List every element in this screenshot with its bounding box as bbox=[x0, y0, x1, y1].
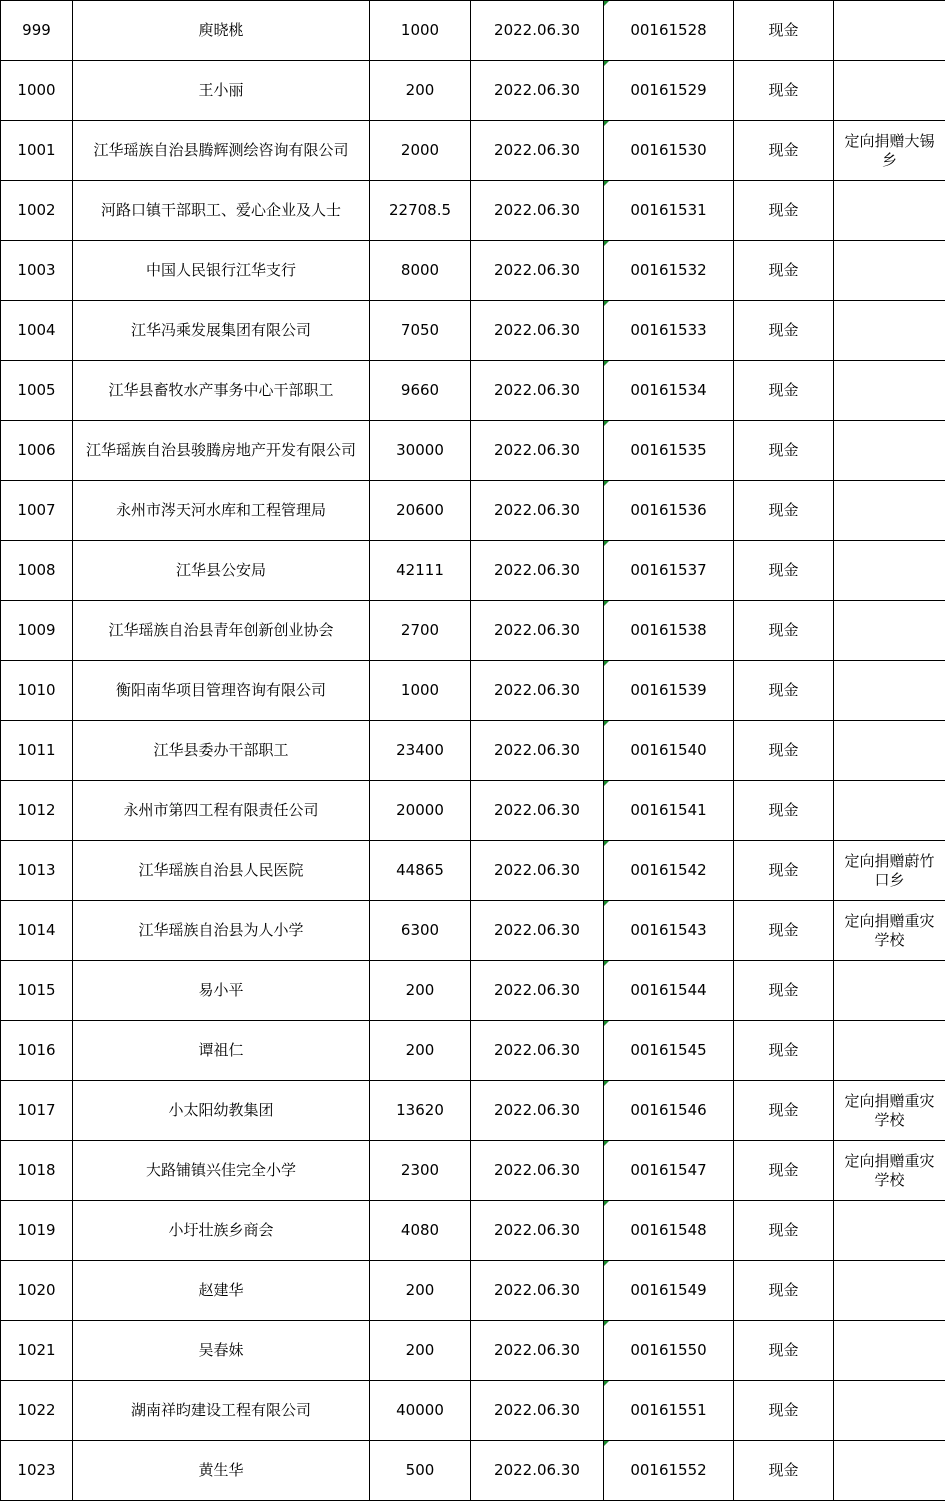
cell-note bbox=[834, 721, 945, 781]
receipt-number-text: 00161546 bbox=[630, 1101, 707, 1119]
cell-row-number: 1004 bbox=[1, 301, 73, 361]
cell-comment-flag-icon bbox=[604, 1381, 609, 1386]
cell-amount: 20000 bbox=[370, 781, 471, 841]
cell-note bbox=[834, 961, 945, 1021]
cell-comment-flag-icon bbox=[604, 241, 609, 246]
cell-amount: 200 bbox=[370, 961, 471, 1021]
cell-row-number: 1022 bbox=[1, 1381, 73, 1441]
cell-payment-method: 现金 bbox=[734, 1261, 834, 1321]
cell-comment-flag-icon bbox=[604, 481, 609, 486]
cell-note bbox=[834, 781, 945, 841]
cell-amount: 20600 bbox=[370, 481, 471, 541]
cell-receipt-number bbox=[604, 841, 734, 901]
cell-comment-flag-icon bbox=[604, 1021, 609, 1026]
cell-date: 2022.06.30 bbox=[471, 421, 604, 481]
cell-payment-method: 现金 bbox=[734, 481, 834, 541]
cell-comment-flag-icon bbox=[604, 301, 609, 306]
cell-donor-name: 王小丽 bbox=[73, 61, 370, 121]
cell-note: 定向捐赠重灾学校 bbox=[834, 1081, 945, 1141]
cell-receipt-number bbox=[604, 361, 734, 421]
cell-comment-flag-icon bbox=[604, 781, 609, 786]
cell-donor-name: 小圩壮族乡商会 bbox=[73, 1201, 370, 1261]
cell-row-number: 1013 bbox=[1, 841, 73, 901]
cell-amount: 40000 bbox=[370, 1381, 471, 1441]
cell-payment-method: 现金 bbox=[734, 601, 834, 661]
cell-date: 2022.06.30 bbox=[471, 961, 604, 1021]
cell-row-number: 1018 bbox=[1, 1141, 73, 1201]
cell-donor-name: 中国人民银行江华支行 bbox=[73, 241, 370, 301]
cell-row-number: 1000 bbox=[1, 61, 73, 121]
cell-note bbox=[834, 421, 945, 481]
cell-payment-method: 现金 bbox=[734, 1381, 834, 1441]
cell-comment-flag-icon bbox=[604, 541, 609, 546]
cell-row-number: 1010 bbox=[1, 661, 73, 721]
cell-comment-flag-icon bbox=[604, 1201, 609, 1206]
cell-payment-method: 现金 bbox=[734, 1441, 834, 1501]
cell-amount: 1000 bbox=[370, 661, 471, 721]
cell-date: 2022.06.30 bbox=[471, 661, 604, 721]
cell-donor-name: 江华县委办干部职工 bbox=[73, 721, 370, 781]
receipt-number-text: 00161539 bbox=[630, 681, 707, 699]
cell-comment-flag-icon bbox=[604, 181, 609, 186]
cell-row-number: 1007 bbox=[1, 481, 73, 541]
cell-payment-method: 现金 bbox=[734, 1, 834, 61]
receipt-number-text: 00161532 bbox=[630, 261, 707, 279]
cell-amount: 1000 bbox=[370, 1, 471, 61]
cell-comment-flag-icon bbox=[604, 1081, 609, 1086]
receipt-number-text: 00161542 bbox=[630, 861, 707, 879]
cell-payment-method: 现金 bbox=[734, 1081, 834, 1141]
cell-payment-method: 现金 bbox=[734, 421, 834, 481]
cell-date: 2022.06.30 bbox=[471, 1381, 604, 1441]
receipt-number-text: 00161544 bbox=[630, 981, 707, 999]
receipt-number-text: 00161537 bbox=[630, 561, 707, 579]
receipt-number-text: 00161540 bbox=[630, 741, 707, 759]
cell-note bbox=[834, 361, 945, 421]
cell-row-number: 1021 bbox=[1, 1321, 73, 1381]
table-row bbox=[1, 841, 945, 901]
cell-comment-flag-icon bbox=[604, 1321, 609, 1326]
cell-amount: 2300 bbox=[370, 1141, 471, 1201]
cell-note bbox=[834, 301, 945, 361]
cell-comment-flag-icon bbox=[604, 661, 609, 666]
cell-note bbox=[834, 1321, 945, 1381]
cell-amount: 8000 bbox=[370, 241, 471, 301]
cell-payment-method: 现金 bbox=[734, 661, 834, 721]
cell-date: 2022.06.30 bbox=[471, 1021, 604, 1081]
table-row bbox=[1, 301, 945, 361]
cell-donor-name: 江华瑶族自治县青年创新创业协会 bbox=[73, 601, 370, 661]
cell-amount: 13620 bbox=[370, 1081, 471, 1141]
table-row bbox=[1, 1381, 945, 1441]
cell-row-number: 1001 bbox=[1, 121, 73, 181]
cell-donor-name: 湖南祥昀建设工程有限公司 bbox=[73, 1381, 370, 1441]
cell-note bbox=[834, 541, 945, 601]
cell-note bbox=[834, 1381, 945, 1441]
table-row bbox=[1, 421, 945, 481]
cell-receipt-number bbox=[604, 961, 734, 1021]
cell-row-number: 1012 bbox=[1, 781, 73, 841]
receipt-number-text: 00161534 bbox=[630, 381, 707, 399]
cell-row-number: 1023 bbox=[1, 1441, 73, 1501]
cell-date: 2022.06.30 bbox=[471, 481, 604, 541]
cell-row-number: 1011 bbox=[1, 721, 73, 781]
table-row bbox=[1, 901, 945, 961]
cell-receipt-number bbox=[604, 181, 734, 241]
cell-amount: 44865 bbox=[370, 841, 471, 901]
cell-receipt-number bbox=[604, 721, 734, 781]
cell-date: 2022.06.30 bbox=[471, 1081, 604, 1141]
cell-receipt-number bbox=[604, 421, 734, 481]
cell-donor-name: 谭祖仁 bbox=[73, 1021, 370, 1081]
cell-receipt-number bbox=[604, 601, 734, 661]
table-row bbox=[1, 121, 945, 181]
receipt-number-text: 00161545 bbox=[630, 1041, 707, 1059]
cell-comment-flag-icon bbox=[604, 61, 609, 66]
cell-note: 定向捐赠大锡乡 bbox=[834, 121, 945, 181]
cell-payment-method: 现金 bbox=[734, 361, 834, 421]
cell-donor-name: 江华县公安局 bbox=[73, 541, 370, 601]
cell-note: 定向捐赠蔚竹口乡 bbox=[834, 841, 945, 901]
cell-receipt-number bbox=[604, 901, 734, 961]
cell-comment-flag-icon bbox=[604, 1141, 609, 1146]
receipt-number-text: 00161536 bbox=[630, 501, 707, 519]
table-row bbox=[1, 1, 945, 61]
cell-date: 2022.06.30 bbox=[471, 1201, 604, 1261]
cell-date: 2022.06.30 bbox=[471, 361, 604, 421]
cell-donor-name: 江华瑶族自治县骏腾房地产开发有限公司 bbox=[73, 421, 370, 481]
cell-comment-flag-icon bbox=[604, 361, 609, 366]
cell-comment-flag-icon bbox=[604, 601, 609, 606]
cell-amount: 200 bbox=[370, 1261, 471, 1321]
cell-payment-method: 现金 bbox=[734, 721, 834, 781]
cell-amount: 9660 bbox=[370, 361, 471, 421]
cell-donor-name: 赵建华 bbox=[73, 1261, 370, 1321]
cell-receipt-number bbox=[604, 1021, 734, 1081]
cell-comment-flag-icon bbox=[604, 841, 609, 846]
cell-note bbox=[834, 1441, 945, 1501]
cell-donor-name: 易小平 bbox=[73, 961, 370, 1021]
cell-date: 2022.06.30 bbox=[471, 1141, 604, 1201]
cell-comment-flag-icon bbox=[604, 1, 609, 6]
cell-donor-name: 衡阳南华项目管理咨询有限公司 bbox=[73, 661, 370, 721]
table-row bbox=[1, 1321, 945, 1381]
cell-payment-method: 现金 bbox=[734, 541, 834, 601]
cell-comment-flag-icon bbox=[604, 121, 609, 126]
cell-note bbox=[834, 1021, 945, 1081]
cell-payment-method: 现金 bbox=[734, 1201, 834, 1261]
receipt-number-text: 00161549 bbox=[630, 1281, 707, 1299]
receipt-number-text: 00161550 bbox=[630, 1341, 707, 1359]
table-row bbox=[1, 1441, 945, 1501]
cell-date: 2022.06.30 bbox=[471, 1261, 604, 1321]
table-row bbox=[1, 1261, 945, 1321]
cell-receipt-number bbox=[604, 1261, 734, 1321]
table-row bbox=[1, 1021, 945, 1081]
cell-payment-method: 现金 bbox=[734, 841, 834, 901]
cell-donor-name: 黄生华 bbox=[73, 1441, 370, 1501]
cell-date: 2022.06.30 bbox=[471, 181, 604, 241]
cell-date: 2022.06.30 bbox=[471, 901, 604, 961]
receipt-number-text: 00161541 bbox=[630, 801, 707, 819]
cell-amount: 42111 bbox=[370, 541, 471, 601]
cell-date: 2022.06.30 bbox=[471, 1321, 604, 1381]
cell-note bbox=[834, 181, 945, 241]
cell-note bbox=[834, 481, 945, 541]
cell-date: 2022.06.30 bbox=[471, 1, 604, 61]
cell-payment-method: 现金 bbox=[734, 301, 834, 361]
cell-donor-name: 江华县畜牧水产事务中心干部职工 bbox=[73, 361, 370, 421]
cell-payment-method: 现金 bbox=[734, 181, 834, 241]
cell-payment-method: 现金 bbox=[734, 901, 834, 961]
receipt-number-text: 00161543 bbox=[630, 921, 707, 939]
cell-donor-name: 河路口镇干部职工、爱心企业及人士 bbox=[73, 181, 370, 241]
cell-payment-method: 现金 bbox=[734, 121, 834, 181]
cell-donor-name: 永州市涔天河水库和工程管理局 bbox=[73, 481, 370, 541]
cell-row-number: 1003 bbox=[1, 241, 73, 301]
table-row bbox=[1, 721, 945, 781]
cell-receipt-number bbox=[604, 121, 734, 181]
cell-donor-name: 江华瑶族自治县为人小学 bbox=[73, 901, 370, 961]
table-row bbox=[1, 541, 945, 601]
cell-donor-name: 庾晓桃 bbox=[73, 1, 370, 61]
receipt-number-text: 00161533 bbox=[630, 321, 707, 339]
cell-row-number: 1017 bbox=[1, 1081, 73, 1141]
cell-amount: 500 bbox=[370, 1441, 471, 1501]
cell-date: 2022.06.30 bbox=[471, 541, 604, 601]
cell-receipt-number bbox=[604, 781, 734, 841]
cell-receipt-number bbox=[604, 1, 734, 61]
receipt-number-text: 00161529 bbox=[630, 81, 707, 99]
cell-date: 2022.06.30 bbox=[471, 1441, 604, 1501]
cell-donor-name: 江华冯乘发展集团有限公司 bbox=[73, 301, 370, 361]
cell-donor-name: 吴春妹 bbox=[73, 1321, 370, 1381]
cell-note bbox=[834, 1, 945, 61]
cell-row-number: 1020 bbox=[1, 1261, 73, 1321]
cell-date: 2022.06.30 bbox=[471, 121, 604, 181]
cell-payment-method: 现金 bbox=[734, 961, 834, 1021]
table-row bbox=[1, 61, 945, 121]
cell-note: 定向捐赠重灾学校 bbox=[834, 1141, 945, 1201]
cell-comment-flag-icon bbox=[604, 1261, 609, 1266]
cell-date: 2022.06.30 bbox=[471, 781, 604, 841]
cell-payment-method: 现金 bbox=[734, 781, 834, 841]
cell-receipt-number bbox=[604, 481, 734, 541]
receipt-number-text: 00161547 bbox=[630, 1161, 707, 1179]
table-row bbox=[1, 601, 945, 661]
receipt-number-text: 00161530 bbox=[630, 141, 707, 159]
cell-note bbox=[834, 601, 945, 661]
cell-note bbox=[834, 61, 945, 121]
cell-receipt-number bbox=[604, 1141, 734, 1201]
table-row bbox=[1, 1201, 945, 1261]
cell-row-number: 1019 bbox=[1, 1201, 73, 1261]
cell-note bbox=[834, 241, 945, 301]
cell-date: 2022.06.30 bbox=[471, 721, 604, 781]
cell-donor-name: 大路铺镇兴佳完全小学 bbox=[73, 1141, 370, 1201]
cell-receipt-number bbox=[604, 1381, 734, 1441]
cell-row-number: 1015 bbox=[1, 961, 73, 1021]
cell-row-number: 1005 bbox=[1, 361, 73, 421]
cell-amount: 2000 bbox=[370, 121, 471, 181]
table-row bbox=[1, 241, 945, 301]
cell-receipt-number bbox=[604, 541, 734, 601]
cell-receipt-number bbox=[604, 301, 734, 361]
table-row bbox=[1, 1141, 945, 1201]
cell-note bbox=[834, 661, 945, 721]
table-row bbox=[1, 181, 945, 241]
cell-receipt-number bbox=[604, 61, 734, 121]
table-row bbox=[1, 661, 945, 721]
cell-date: 2022.06.30 bbox=[471, 241, 604, 301]
cell-receipt-number bbox=[604, 1441, 734, 1501]
cell-receipt-number bbox=[604, 1321, 734, 1381]
cell-row-number: 1008 bbox=[1, 541, 73, 601]
cell-amount: 2700 bbox=[370, 601, 471, 661]
cell-row-number: 1002 bbox=[1, 181, 73, 241]
cell-row-number: 1009 bbox=[1, 601, 73, 661]
cell-date: 2022.06.30 bbox=[471, 61, 604, 121]
cell-row-number: 1006 bbox=[1, 421, 73, 481]
table-row bbox=[1, 361, 945, 421]
receipt-number-text: 00161548 bbox=[630, 1221, 707, 1239]
table-row bbox=[1, 961, 945, 1021]
cell-date: 2022.06.30 bbox=[471, 601, 604, 661]
cell-payment-method: 现金 bbox=[734, 61, 834, 121]
cell-payment-method: 现金 bbox=[734, 1021, 834, 1081]
cell-amount: 200 bbox=[370, 61, 471, 121]
cell-amount: 6300 bbox=[370, 901, 471, 961]
cell-amount: 30000 bbox=[370, 421, 471, 481]
cell-note bbox=[834, 1261, 945, 1321]
cell-amount: 4080 bbox=[370, 1201, 471, 1261]
cell-row-number: 1014 bbox=[1, 901, 73, 961]
cell-note bbox=[834, 1201, 945, 1261]
cell-comment-flag-icon bbox=[604, 901, 609, 906]
cell-amount: 200 bbox=[370, 1321, 471, 1381]
cell-comment-flag-icon bbox=[604, 721, 609, 726]
receipt-number-text: 00161552 bbox=[630, 1461, 707, 1479]
cell-payment-method: 现金 bbox=[734, 241, 834, 301]
cell-comment-flag-icon bbox=[604, 1441, 609, 1446]
table-row bbox=[1, 1081, 945, 1141]
cell-donor-name: 永州市第四工程有限责任公司 bbox=[73, 781, 370, 841]
cell-receipt-number bbox=[604, 1201, 734, 1261]
receipt-number-text: 00161535 bbox=[630, 441, 707, 459]
cell-date: 2022.06.30 bbox=[471, 301, 604, 361]
receipt-number-text: 00161531 bbox=[630, 201, 707, 219]
cell-amount: 7050 bbox=[370, 301, 471, 361]
cell-payment-method: 现金 bbox=[734, 1321, 834, 1381]
cell-donor-name: 小太阳幼教集团 bbox=[73, 1081, 370, 1141]
cell-note: 定向捐赠重灾学校 bbox=[834, 901, 945, 961]
cell-receipt-number bbox=[604, 1081, 734, 1141]
cell-row-number: 1016 bbox=[1, 1021, 73, 1081]
cell-donor-name: 江华瑶族自治县腾辉测绘咨询有限公司 bbox=[73, 121, 370, 181]
cell-payment-method: 现金 bbox=[734, 1141, 834, 1201]
receipt-number-text: 00161551 bbox=[630, 1401, 707, 1419]
cell-amount: 200 bbox=[370, 1021, 471, 1081]
cell-row-number: 999 bbox=[1, 1, 73, 61]
receipt-number-text: 00161528 bbox=[630, 21, 707, 39]
table-row bbox=[1, 781, 945, 841]
cell-amount: 22708.5 bbox=[370, 181, 471, 241]
cell-receipt-number bbox=[604, 661, 734, 721]
cell-date: 2022.06.30 bbox=[471, 841, 604, 901]
receipt-number-text: 00161538 bbox=[630, 621, 707, 639]
cell-donor-name: 江华瑶族自治县人民医院 bbox=[73, 841, 370, 901]
cell-comment-flag-icon bbox=[604, 421, 609, 426]
cell-comment-flag-icon bbox=[604, 961, 609, 966]
cell-amount: 23400 bbox=[370, 721, 471, 781]
table-row bbox=[1, 481, 945, 541]
ledger-body bbox=[1, 1, 945, 1501]
cell-receipt-number bbox=[604, 241, 734, 301]
